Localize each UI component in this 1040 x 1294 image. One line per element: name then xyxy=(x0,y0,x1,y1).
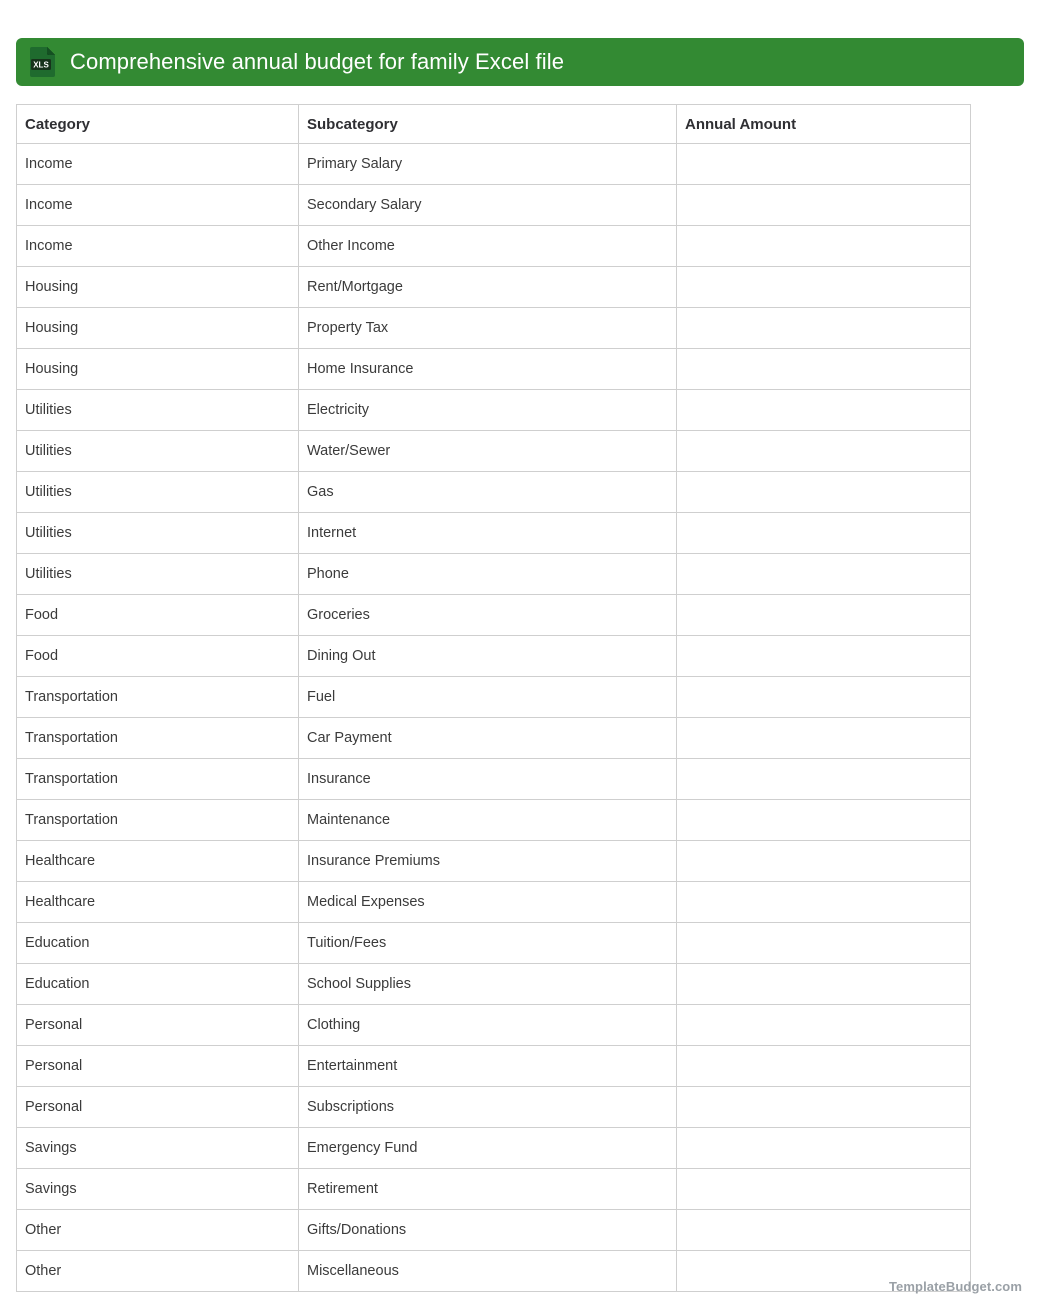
table-row xyxy=(17,472,971,513)
cell-category: Healthcare xyxy=(17,841,299,882)
cell-subcategory: School Supplies xyxy=(299,964,677,1005)
cell-subcategory: Dining Out xyxy=(299,636,677,677)
cell-annual-amount[interactable] xyxy=(677,1046,971,1087)
cell-category: Savings xyxy=(17,1169,299,1210)
table-row xyxy=(17,841,971,882)
cell-subcategory: Emergency Fund xyxy=(299,1128,677,1169)
cell-annual-amount[interactable] xyxy=(677,267,971,308)
cell-subcategory: Fuel xyxy=(299,677,677,718)
cell-annual-amount[interactable] xyxy=(677,882,971,923)
table-row xyxy=(17,677,971,718)
cell-subcategory: Secondary Salary xyxy=(299,185,677,226)
table-row xyxy=(17,1210,971,1251)
cell-category: Utilities xyxy=(17,431,299,472)
cell-subcategory: Gas xyxy=(299,472,677,513)
cell-subcategory: Phone xyxy=(299,554,677,595)
cell-subcategory: Electricity xyxy=(299,390,677,431)
cell-category: Personal xyxy=(17,1005,299,1046)
cell-annual-amount[interactable] xyxy=(677,308,971,349)
cell-subcategory: Property Tax xyxy=(299,308,677,349)
cell-category: Utilities xyxy=(17,513,299,554)
table-row xyxy=(17,800,971,841)
watermark: TemplateBudget.com xyxy=(888,1279,1022,1294)
cell-category: Income xyxy=(17,144,299,185)
cell-subcategory: Home Insurance xyxy=(299,349,677,390)
cell-annual-amount[interactable] xyxy=(677,759,971,800)
table-row xyxy=(17,390,971,431)
cell-subcategory: Water/Sewer xyxy=(299,431,677,472)
cell-category: Personal xyxy=(17,1087,299,1128)
cell-category: Other xyxy=(17,1210,299,1251)
budget-table xyxy=(16,104,971,1292)
table-header xyxy=(17,105,971,144)
cell-category: Income xyxy=(17,226,299,267)
cell-subcategory: Retirement xyxy=(299,1169,677,1210)
xls-file-icon xyxy=(30,47,56,77)
cell-annual-amount[interactable] xyxy=(677,595,971,636)
cell-annual-amount[interactable] xyxy=(677,1210,971,1251)
cell-category: Utilities xyxy=(17,554,299,595)
cell-annual-amount[interactable] xyxy=(677,226,971,267)
cell-annual-amount[interactable] xyxy=(677,841,971,882)
cell-annual-amount[interactable] xyxy=(677,1005,971,1046)
cell-category: Transportation xyxy=(17,677,299,718)
document-title-bar xyxy=(16,38,1024,86)
table-body xyxy=(17,144,971,1292)
table-row xyxy=(17,718,971,759)
cell-category: Utilities xyxy=(17,390,299,431)
cell-category: Transportation xyxy=(17,800,299,841)
cell-category: Transportation xyxy=(17,759,299,800)
cell-category: Housing xyxy=(17,308,299,349)
table-row xyxy=(17,1046,971,1087)
cell-annual-amount[interactable] xyxy=(677,513,971,554)
table-row xyxy=(17,226,971,267)
table-row xyxy=(17,144,971,185)
table-row xyxy=(17,431,971,472)
cell-category: Healthcare xyxy=(17,882,299,923)
cell-subcategory: Maintenance xyxy=(299,800,677,841)
cell-subcategory: Tuition/Fees xyxy=(299,923,677,964)
cell-annual-amount[interactable] xyxy=(677,677,971,718)
cell-category: Food xyxy=(17,636,299,677)
cell-annual-amount[interactable] xyxy=(677,472,971,513)
cell-category: Education xyxy=(17,964,299,1005)
cell-annual-amount[interactable] xyxy=(677,1169,971,1210)
table-row xyxy=(17,308,971,349)
cell-annual-amount[interactable] xyxy=(677,964,971,1005)
table-row xyxy=(17,636,971,677)
cell-annual-amount[interactable] xyxy=(677,431,971,472)
cell-subcategory: Insurance Premiums xyxy=(299,841,677,882)
cell-category: Personal xyxy=(17,1046,299,1087)
table-row xyxy=(17,1087,971,1128)
cell-annual-amount[interactable] xyxy=(677,349,971,390)
cell-annual-amount[interactable] xyxy=(677,1087,971,1128)
cell-subcategory: Other Income xyxy=(299,226,677,267)
cell-category: Housing xyxy=(17,267,299,308)
column-header-category: Category xyxy=(17,105,299,144)
cell-annual-amount[interactable] xyxy=(677,185,971,226)
cell-subcategory: Rent/Mortgage xyxy=(299,267,677,308)
cell-annual-amount[interactable] xyxy=(677,800,971,841)
cell-annual-amount[interactable] xyxy=(677,554,971,595)
cell-subcategory: Entertainment xyxy=(299,1046,677,1087)
cell-subcategory: Gifts/Donations xyxy=(299,1210,677,1251)
cell-annual-amount[interactable] xyxy=(677,390,971,431)
table-row xyxy=(17,349,971,390)
cell-subcategory: Primary Salary xyxy=(299,144,677,185)
cell-category: Other xyxy=(17,1251,299,1292)
column-header-annual-amount: Annual Amount xyxy=(677,105,971,144)
page-title: Comprehensive annual budget for family Excel file xyxy=(70,49,565,74)
svg-text:XLS: XLS xyxy=(33,60,49,70)
cell-annual-amount[interactable] xyxy=(677,718,971,759)
cell-subcategory: Subscriptions xyxy=(299,1087,677,1128)
table-row xyxy=(17,1169,971,1210)
cell-annual-amount[interactable] xyxy=(677,144,971,185)
table-row xyxy=(17,759,971,800)
cell-subcategory: Groceries xyxy=(299,595,677,636)
cell-subcategory: Insurance xyxy=(299,759,677,800)
cell-category: Income xyxy=(17,185,299,226)
table-row xyxy=(17,882,971,923)
table-row xyxy=(17,964,971,1005)
cell-annual-amount[interactable] xyxy=(677,1128,971,1169)
table-row xyxy=(17,554,971,595)
cell-subcategory: Internet xyxy=(299,513,677,554)
table-row xyxy=(17,267,971,308)
cell-category: Housing xyxy=(17,349,299,390)
cell-category: Food xyxy=(17,595,299,636)
table-row xyxy=(17,1251,971,1292)
cell-subcategory: Miscellaneous xyxy=(299,1251,677,1292)
cell-category: Transportation xyxy=(17,718,299,759)
table-header-row xyxy=(17,105,971,144)
table-row xyxy=(17,513,971,554)
table-row xyxy=(17,923,971,964)
cell-annual-amount[interactable] xyxy=(677,923,971,964)
table-row xyxy=(17,595,971,636)
cell-category: Utilities xyxy=(17,472,299,513)
cell-annual-amount[interactable] xyxy=(677,636,971,677)
column-header-subcategory: Subcategory xyxy=(299,105,677,144)
table-row xyxy=(17,185,971,226)
table-row xyxy=(17,1005,971,1046)
budget-table-container xyxy=(16,104,970,1292)
cell-subcategory: Car Payment xyxy=(299,718,677,759)
cell-category: Savings xyxy=(17,1128,299,1169)
cell-category: Education xyxy=(17,923,299,964)
cell-subcategory: Medical Expenses xyxy=(299,882,677,923)
table-row xyxy=(17,1128,971,1169)
cell-subcategory: Clothing xyxy=(299,1005,677,1046)
